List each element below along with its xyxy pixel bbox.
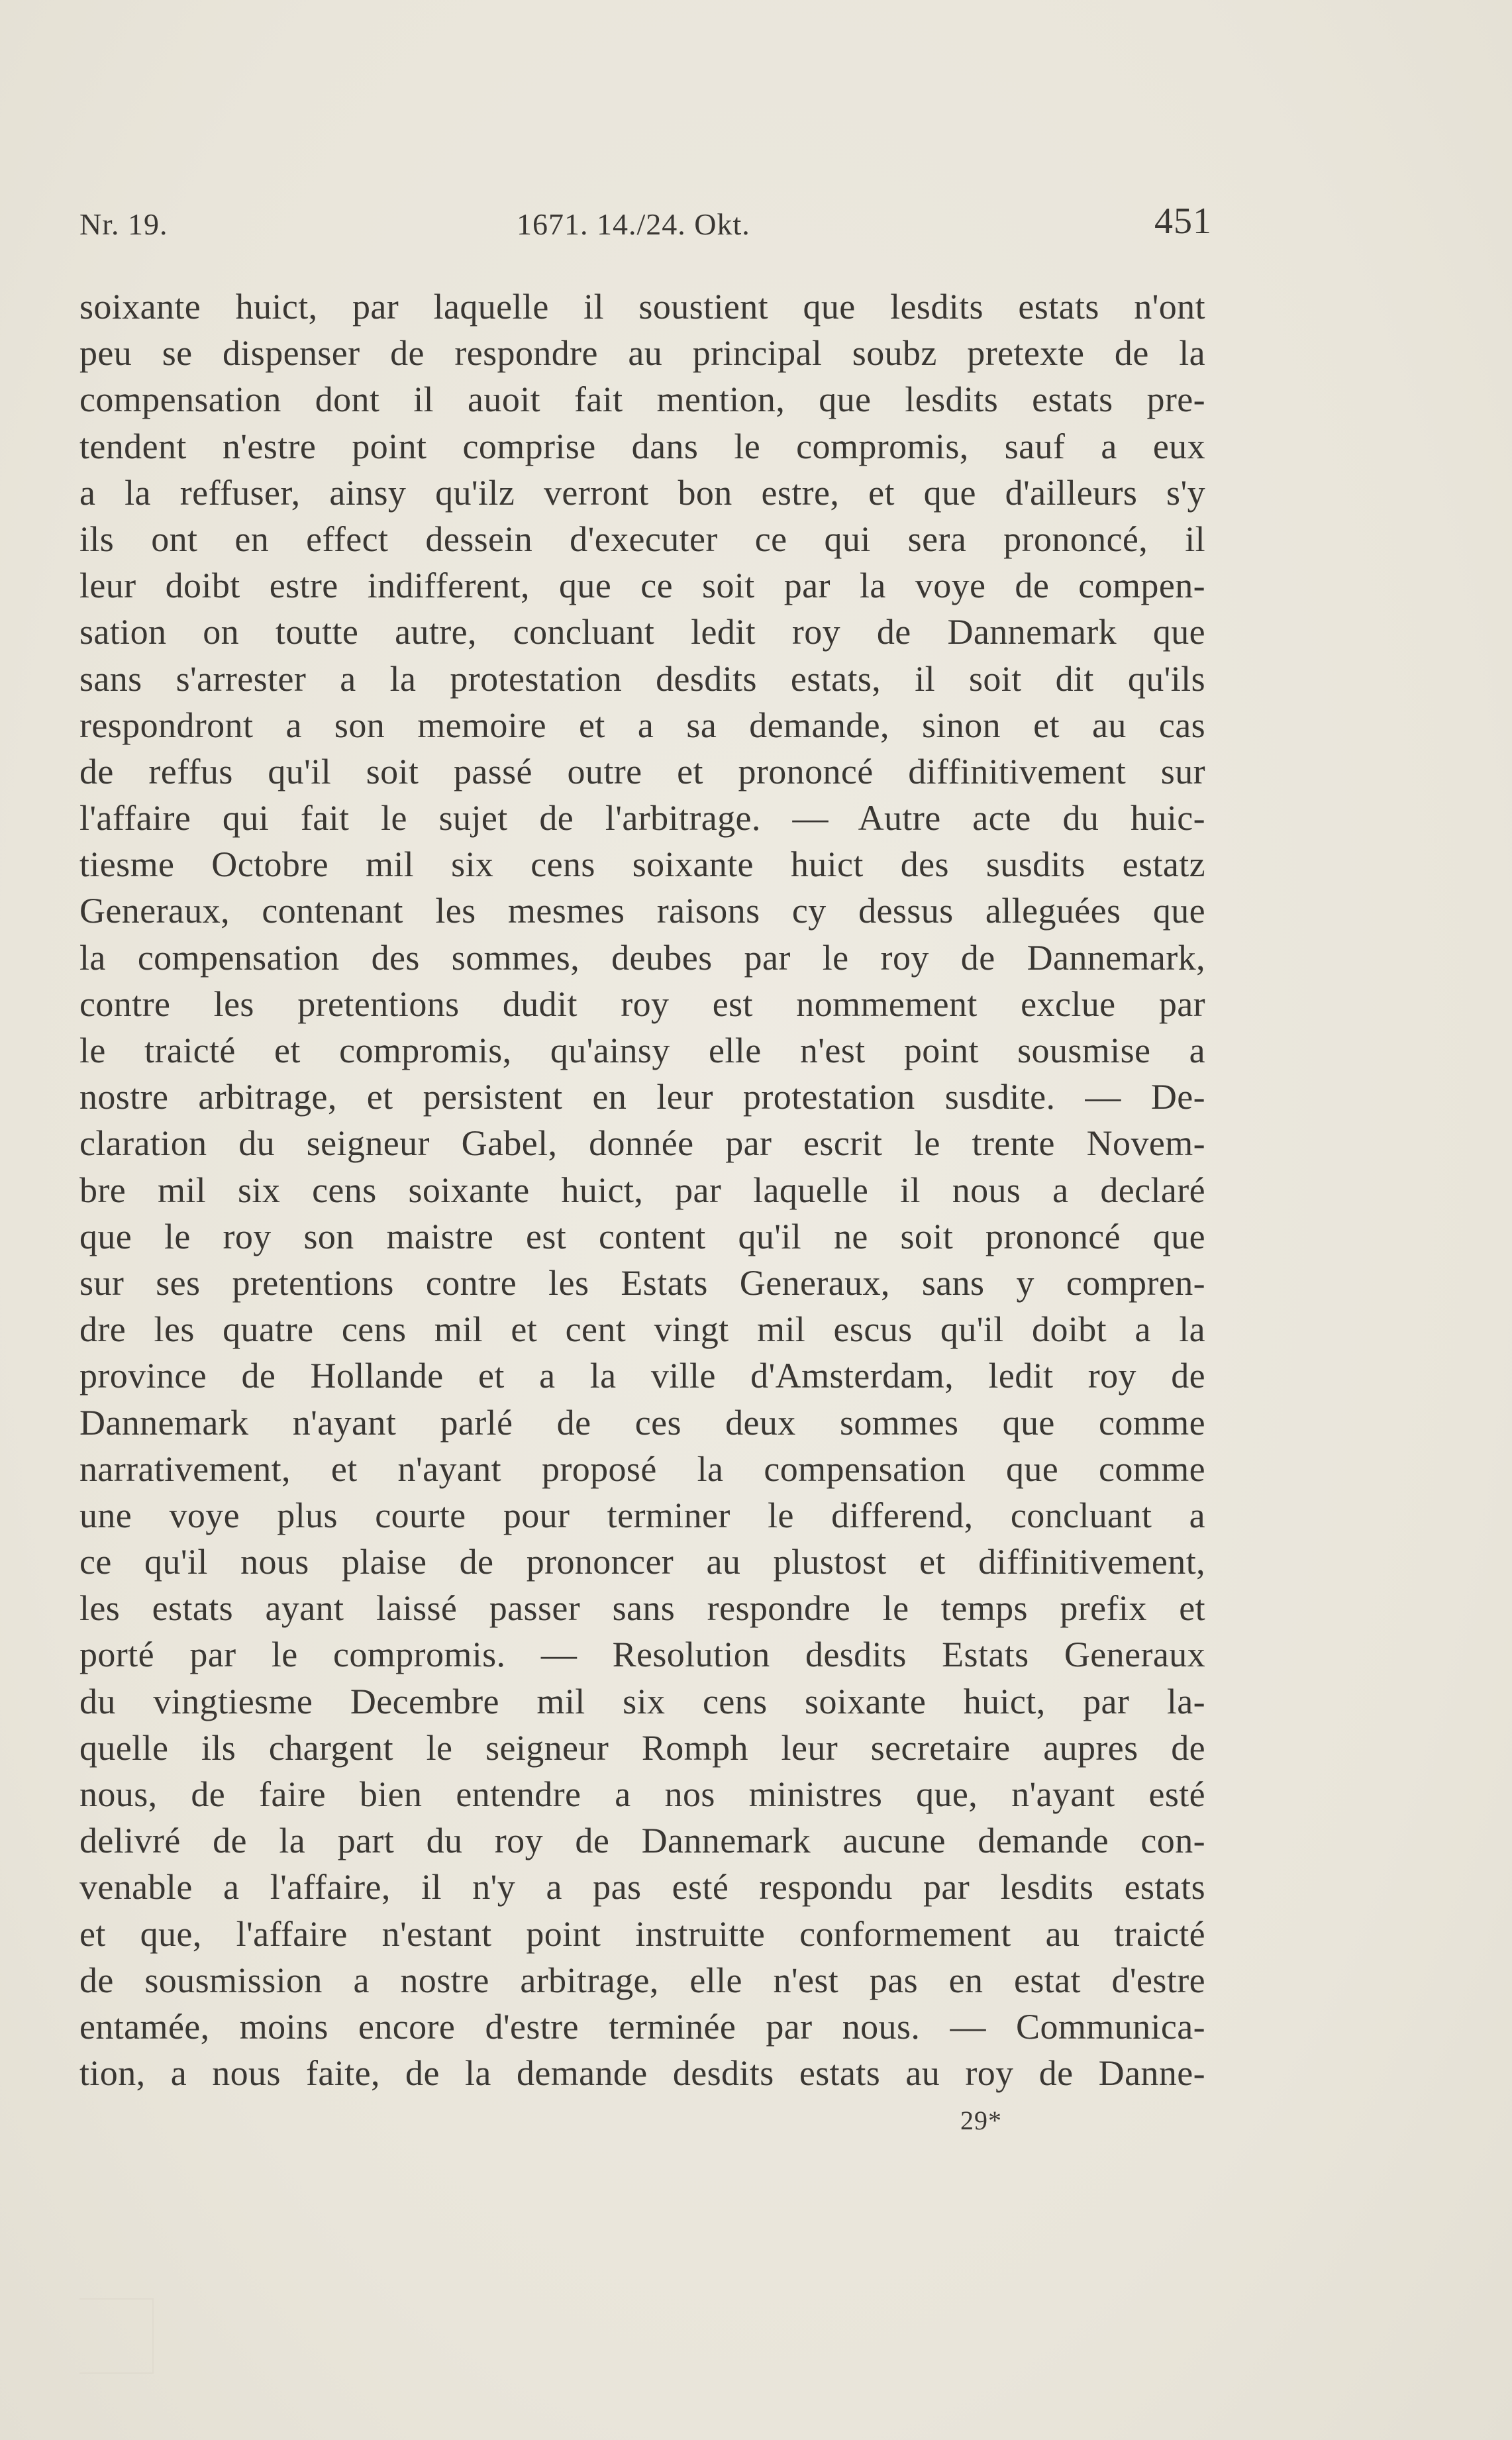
document-number: Nr. 19. (79, 207, 168, 241)
text-line: et que, l'affaire n'estant point instruitte conformement au traicté (79, 1913, 1205, 1954)
text-line: soixante huict, par laquelle il soustient que lesdits estats n'ont (79, 287, 1205, 327)
text-line: que le roy son maistre est content qu'il ne soit prononcé que (79, 1216, 1205, 1256)
text-line: le traicté et compromis, qu'ainsy elle n'est point sousmise a (79, 1031, 1205, 1070)
text-line: du vingtiesme Decembre mil six cens soixante huict, par la- (79, 1681, 1205, 1721)
text-line: nous, de faire bien entendre a nos ministres que, n'ayant esté (79, 1774, 1205, 1814)
text-line: de reffus qu'il soit passé outre et prononcé diffinitivement sur (79, 751, 1205, 791)
text-line: de sousmission a nostre arbitrage, elle n'est pas en estat d'estre (79, 1960, 1205, 2000)
text-line: sation on toutte autre, concluant ledit roy de Dannemark que (79, 612, 1205, 652)
body-text (79, 283, 1205, 2096)
text-line: les estats ayant laissé passer sans respondre le temps prefix et (79, 1588, 1205, 1629)
text-line: Generaux, contenant les mesmes raisons cy dessus alleguées que (79, 891, 1205, 931)
text-line: tendent n'estre point comprise dans le compromis, sauf a eux (79, 426, 1205, 466)
text-line: delivré de la part du roy de Dannemark aucune demande con- (79, 1821, 1205, 1861)
page-number: 451 (1154, 201, 1212, 242)
text-line: venable a l'affaire, il n'y a pas esté respondu par lesdits estats (79, 1867, 1205, 1907)
text-line: quelle ils chargent le seigneur Romph leur secretaire aupres de (79, 1727, 1205, 1768)
text-line: narrativement, et n'ayant proposé la compensation que comme (79, 1449, 1205, 1489)
text-line: entamée, moins encore d'estre terminée par nous. — Communica- (79, 2006, 1205, 2047)
paper-mark (79, 2298, 154, 2374)
text-line: la compensation des sommes, deubes par le roy de Dannemark, (79, 937, 1205, 978)
text-line: l'affaire qui fait le sujet de l'arbitrage. — Autre acte du huic- (79, 798, 1205, 839)
text-line: a la reffuser, ainsy qu'ilz verront bon estre, et que d'ailleurs s'y (79, 472, 1205, 513)
text-line: leur doibt estre indifferent, que ce soit par la voye de compen- (79, 566, 1205, 606)
text-line: sur ses pretentions contre les Estats Generaux, sans y compren- (79, 1262, 1205, 1303)
text-line: peu se dispenser de respondre au principal soubz pretexte de la (79, 333, 1205, 374)
text-line: nostre arbitrage, et persistent en leur protestation susdite. — De- (79, 1077, 1205, 1117)
text-line: tion, a nous faite, de la demande desdits estats au roy de Danne- (79, 2053, 1205, 2094)
text-line: compensation dont il auoit fait mention, que lesdits estats pre- (79, 380, 1205, 420)
text-line: ils ont en effect dessein d'executer ce qui sera prononcé, il (79, 519, 1205, 559)
text-line: respondront a son memoire et a sa demande, sinon et au cas (79, 705, 1205, 745)
signature-mark: 29* (960, 2106, 1002, 2135)
document-date: 1671. 14./24. Okt. (517, 207, 750, 241)
text-line: porté par le compromis. — Resolution desdits Estats Generaux (79, 1635, 1205, 1675)
text-line: bre mil six cens soixante huict, par laquelle il nous a declaré (79, 1170, 1205, 1210)
text-line: tiesme Octobre mil six cens soixante huict des susdits estatz (79, 844, 1205, 885)
text-line: Dannemark n'ayant parlé de ces deux sommes que comme (79, 1402, 1205, 1443)
text-line: ce qu'il nous plaise de prononcer au plustost et diffinitivement, (79, 1542, 1205, 1582)
text-line: une voye plus courte pour terminer le differend, concluant a (79, 1495, 1205, 1535)
text-line: contre les pretentions dudit roy est nommement exclue par (79, 984, 1205, 1024)
running-header (79, 200, 1212, 246)
text-line: claration du seigneur Gabel, donnée par escrit le trente Novem- (79, 1123, 1205, 1164)
text-line: province de Hollande et a la ville d'Amsterdam, ledit roy de (79, 1356, 1205, 1396)
text-line: dre les quatre cens mil et cent vingt mil escus qu'il doibt a la (79, 1309, 1205, 1350)
text-line: sans s'arrester a la protestation desdits estats, il soit dit qu'ils (79, 658, 1205, 699)
